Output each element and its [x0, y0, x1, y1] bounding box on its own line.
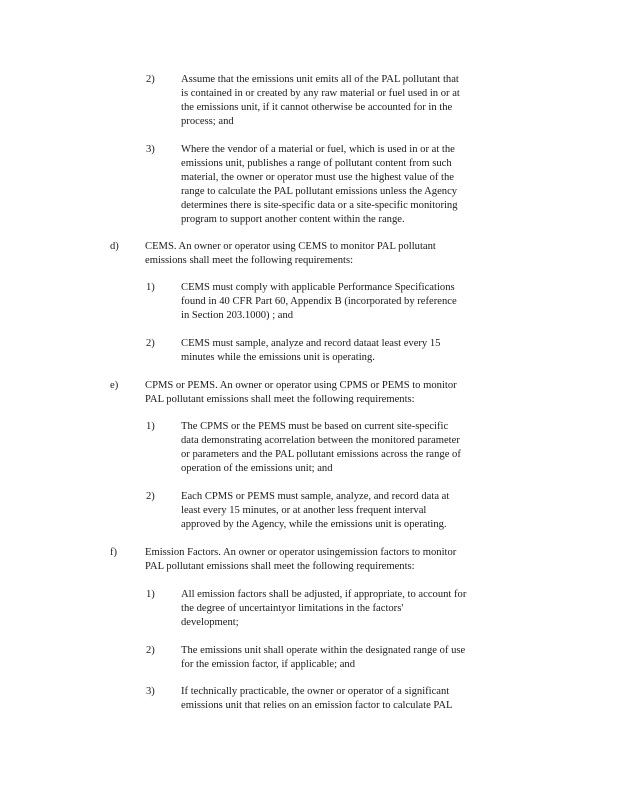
text-line: Emission Factors. An owner or operator usingemission factors to monitor — [145, 547, 457, 558]
text-line: The emissions unit shall operate within the designated range of use — [181, 645, 466, 656]
item-text — [181, 337, 477, 365]
text-line: PAL pollutant emissions shall meet the following requirements: — [145, 561, 415, 572]
item-marker: 3) — [146, 686, 155, 697]
item-text — [181, 588, 503, 630]
item-marker: 3) — [146, 144, 155, 155]
item-text — [181, 420, 501, 476]
text-line: determines there is site-specific data or a site-specific monitoring — [181, 200, 458, 211]
item-text — [181, 73, 499, 129]
item-marker: 1) — [146, 421, 155, 432]
text-line: is contained in or created by any raw material or fuel used in or at — [181, 88, 460, 99]
text-line: Each CPMS or PEMS must sample, analyze, and record data at — [181, 491, 450, 502]
text-line: CEMS must sample, analyze and record dataat least every 15 — [181, 338, 441, 349]
item-text — [181, 490, 485, 532]
section-text — [145, 379, 495, 407]
text-line: emissions unit, publishes a range of pollutant content from such — [181, 158, 452, 169]
text-line: CEMS must comply with applicable Performance Specifications — [181, 282, 455, 293]
text-line: in Section 203.1000) ; and — [181, 310, 294, 321]
text-line: All emission factors shall be adjusted, if appropriate, to account for — [181, 589, 467, 600]
section-marker: f) — [110, 547, 118, 558]
item-marker: 2) — [146, 491, 155, 502]
text-line: operation of the emissions unit; and — [181, 463, 333, 474]
item-text — [181, 644, 503, 672]
text-line: process; and — [181, 116, 234, 127]
item-marker: 2) — [146, 74, 155, 85]
text-line: data demonstrating acorrelation between the monitored parameter — [181, 435, 460, 446]
text-line: CPMS or PEMS. An owner or operator using CPMS or PEMS to monitor — [145, 380, 457, 391]
text-line: Where the vendor of a material or fuel, which is used in or at the — [181, 144, 455, 155]
text-line: range to calculate the PAL pollutant emissions unless the Agency — [181, 186, 458, 197]
text-line: the emissions unit, if it cannot otherwise be accounted for in the — [181, 102, 453, 113]
text-line: program to support another content within the range. — [181, 214, 405, 225]
text-line: development; — [181, 617, 239, 628]
text-line: emissions unit that relies on an emission factor to calculate PAL — [181, 700, 453, 711]
text-line: material, the owner or operator must use the highest value of the — [181, 172, 454, 183]
text-line: least every 15 minutes, or at another less frequent interval — [181, 505, 427, 516]
text-line: PAL pollutant emissions shall meet the following requirements: — [145, 394, 415, 405]
item-marker: 2) — [146, 645, 155, 656]
text-line: The CPMS or the PEMS must be based on current site-specific — [181, 421, 449, 432]
text-line: approved by the Agency, while the emissions unit is operating. — [181, 519, 447, 530]
item-text — [181, 281, 485, 323]
text-line: CEMS. An owner or operator using CEMS to monitor PAL pollutant — [145, 241, 436, 252]
section-marker: e) — [110, 380, 119, 391]
item-marker: 2) — [146, 338, 155, 349]
section-text — [145, 240, 475, 268]
item-text — [181, 685, 487, 713]
text-line: minutes while the emissions unit is operating. — [181, 352, 375, 363]
text-line: If technically practicable, the owner or operator of a significant — [181, 686, 450, 697]
text-line: the degree of uncertaintyor limitations in the factors' — [181, 603, 404, 614]
item-text — [181, 143, 499, 227]
text-line: or parameters and the PAL pollutant emissions across the range of — [181, 449, 461, 460]
section-text — [145, 546, 491, 574]
text-line: found in 40 CFR Part 60, Appendix B (incorporated by reference — [181, 296, 457, 307]
item-marker: 1) — [146, 282, 155, 293]
section-marker: d) — [110, 241, 119, 252]
item-marker: 1) — [146, 589, 155, 600]
text-line: Assume that the emissions unit emits all of the PAL pollutant that — [181, 74, 459, 85]
text-line: emissions shall meet the following requirements: — [145, 255, 354, 266]
text-line: for the emission factor, if applicable; and — [181, 659, 356, 670]
